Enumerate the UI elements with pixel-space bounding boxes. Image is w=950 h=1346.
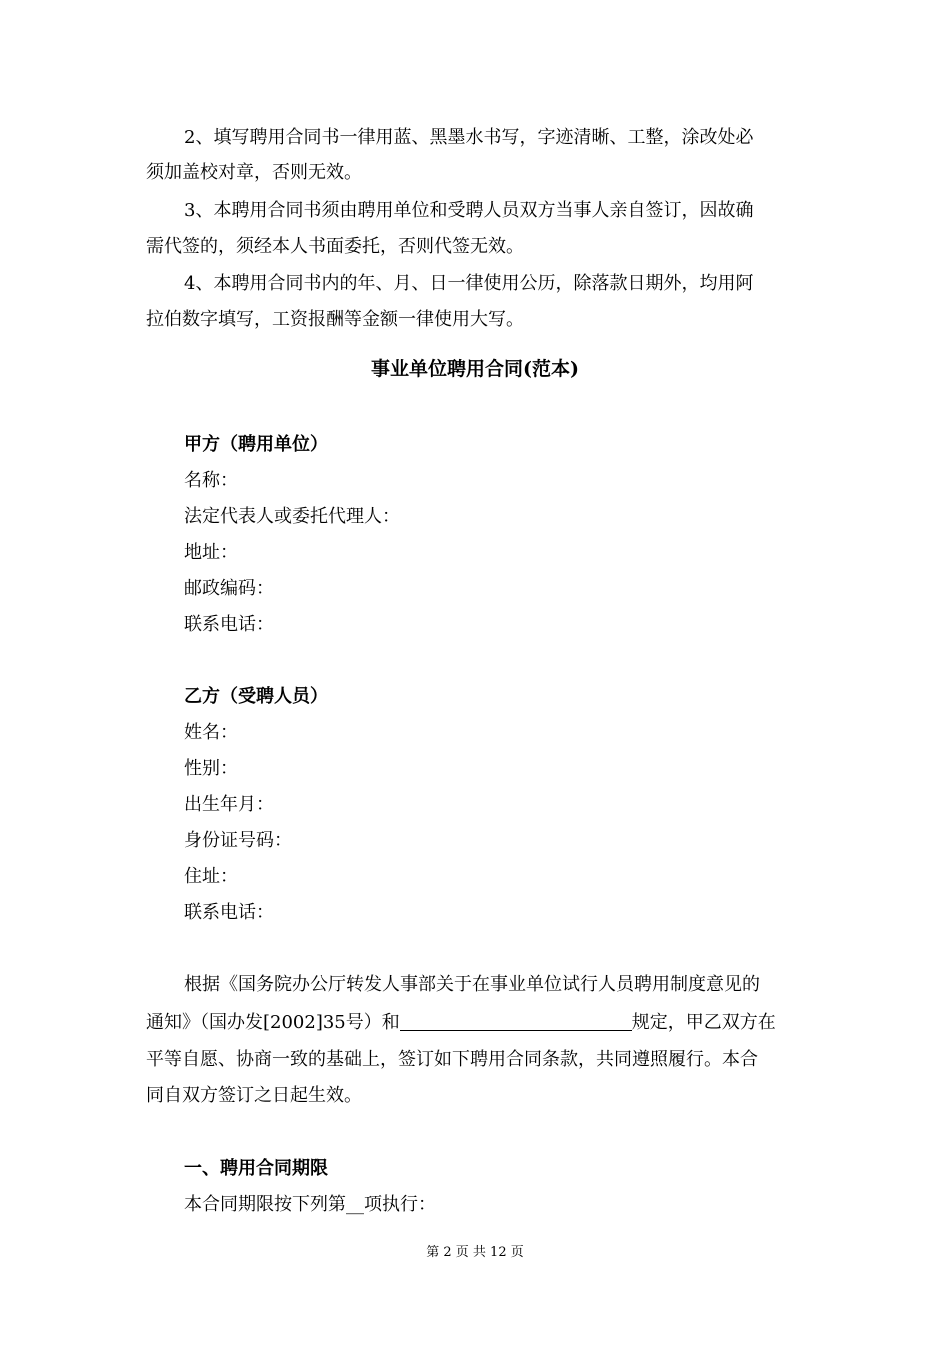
note-4-line-1: 4、本聘用合同书内的年、月、日一律使用公历，除落款日期外，均用阿 [184, 273, 754, 294]
party-a-address-field: 地址： [184, 542, 238, 563]
regulation-blank-line [400, 1012, 632, 1031]
note-2-line-1: 2、填写聘用合同书一律用蓝、黑墨水书写，字迹清晰、工整，涂改处必 [184, 127, 754, 148]
section-1-heading: 一、聘用合同期限 [184, 1158, 328, 1179]
party-b-phone-field: 联系电话： [184, 902, 274, 923]
preamble-line-2-before: 通知》（国办发[2002]35号）和 [146, 1012, 400, 1033]
party-b-name-field: 姓名： [184, 722, 238, 743]
preamble-line-2 [146, 1011, 806, 1035]
note-2-line-2: 须加盖校对章，否则无效。 [146, 162, 362, 183]
party-a-postcode-field: 邮政编码： [184, 578, 274, 599]
note-3-line-2: 需代签的，须经本人书面委托，否则代签无效。 [146, 236, 524, 257]
party-b-address-field: 住址： [184, 866, 238, 887]
preamble-line-3: 平等自愿、协商一致的基础上，签订如下聘用合同条款，共同遵照履行。本合 [146, 1049, 758, 1070]
note-3-line-1: 3、本聘用合同书须由聘用单位和受聘人员双方当事人亲自签订，因故确 [184, 200, 754, 221]
party-b-gender-field: 性别： [184, 758, 238, 779]
document-title: 事业单位聘用合同(范本) [371, 358, 579, 380]
preamble-line-4: 同自双方签订之日起生效。 [146, 1085, 362, 1106]
party-a-heading: 甲方（聘用单位） [184, 434, 328, 455]
party-a-phone-field: 联系电话： [184, 614, 274, 635]
note-4-line-2: 拉伯数字填写，工资报酬等金额一律使用大写。 [146, 309, 524, 330]
preamble-line-1: 根据《国务院办公厅转发人事部关于在事业单位试行人员聘用制度意见的 [184, 974, 760, 995]
party-a-representative-field: 法定代表人或委托代理人： [184, 506, 400, 527]
page-number: 第 2 页 共 12 页 [426, 1245, 524, 1260]
party-a-name-field: 名称： [184, 470, 238, 491]
party-b-heading: 乙方（受聘人员） [184, 686, 328, 707]
party-b-birth-field: 出生年月： [184, 794, 274, 815]
section-1-line-1: 本合同期限按下列第__项执行： [184, 1194, 436, 1215]
party-b-id-field: 身份证号码： [184, 830, 292, 851]
preamble-line-2-after: 规定，甲乙双方在 [631, 1012, 776, 1033]
